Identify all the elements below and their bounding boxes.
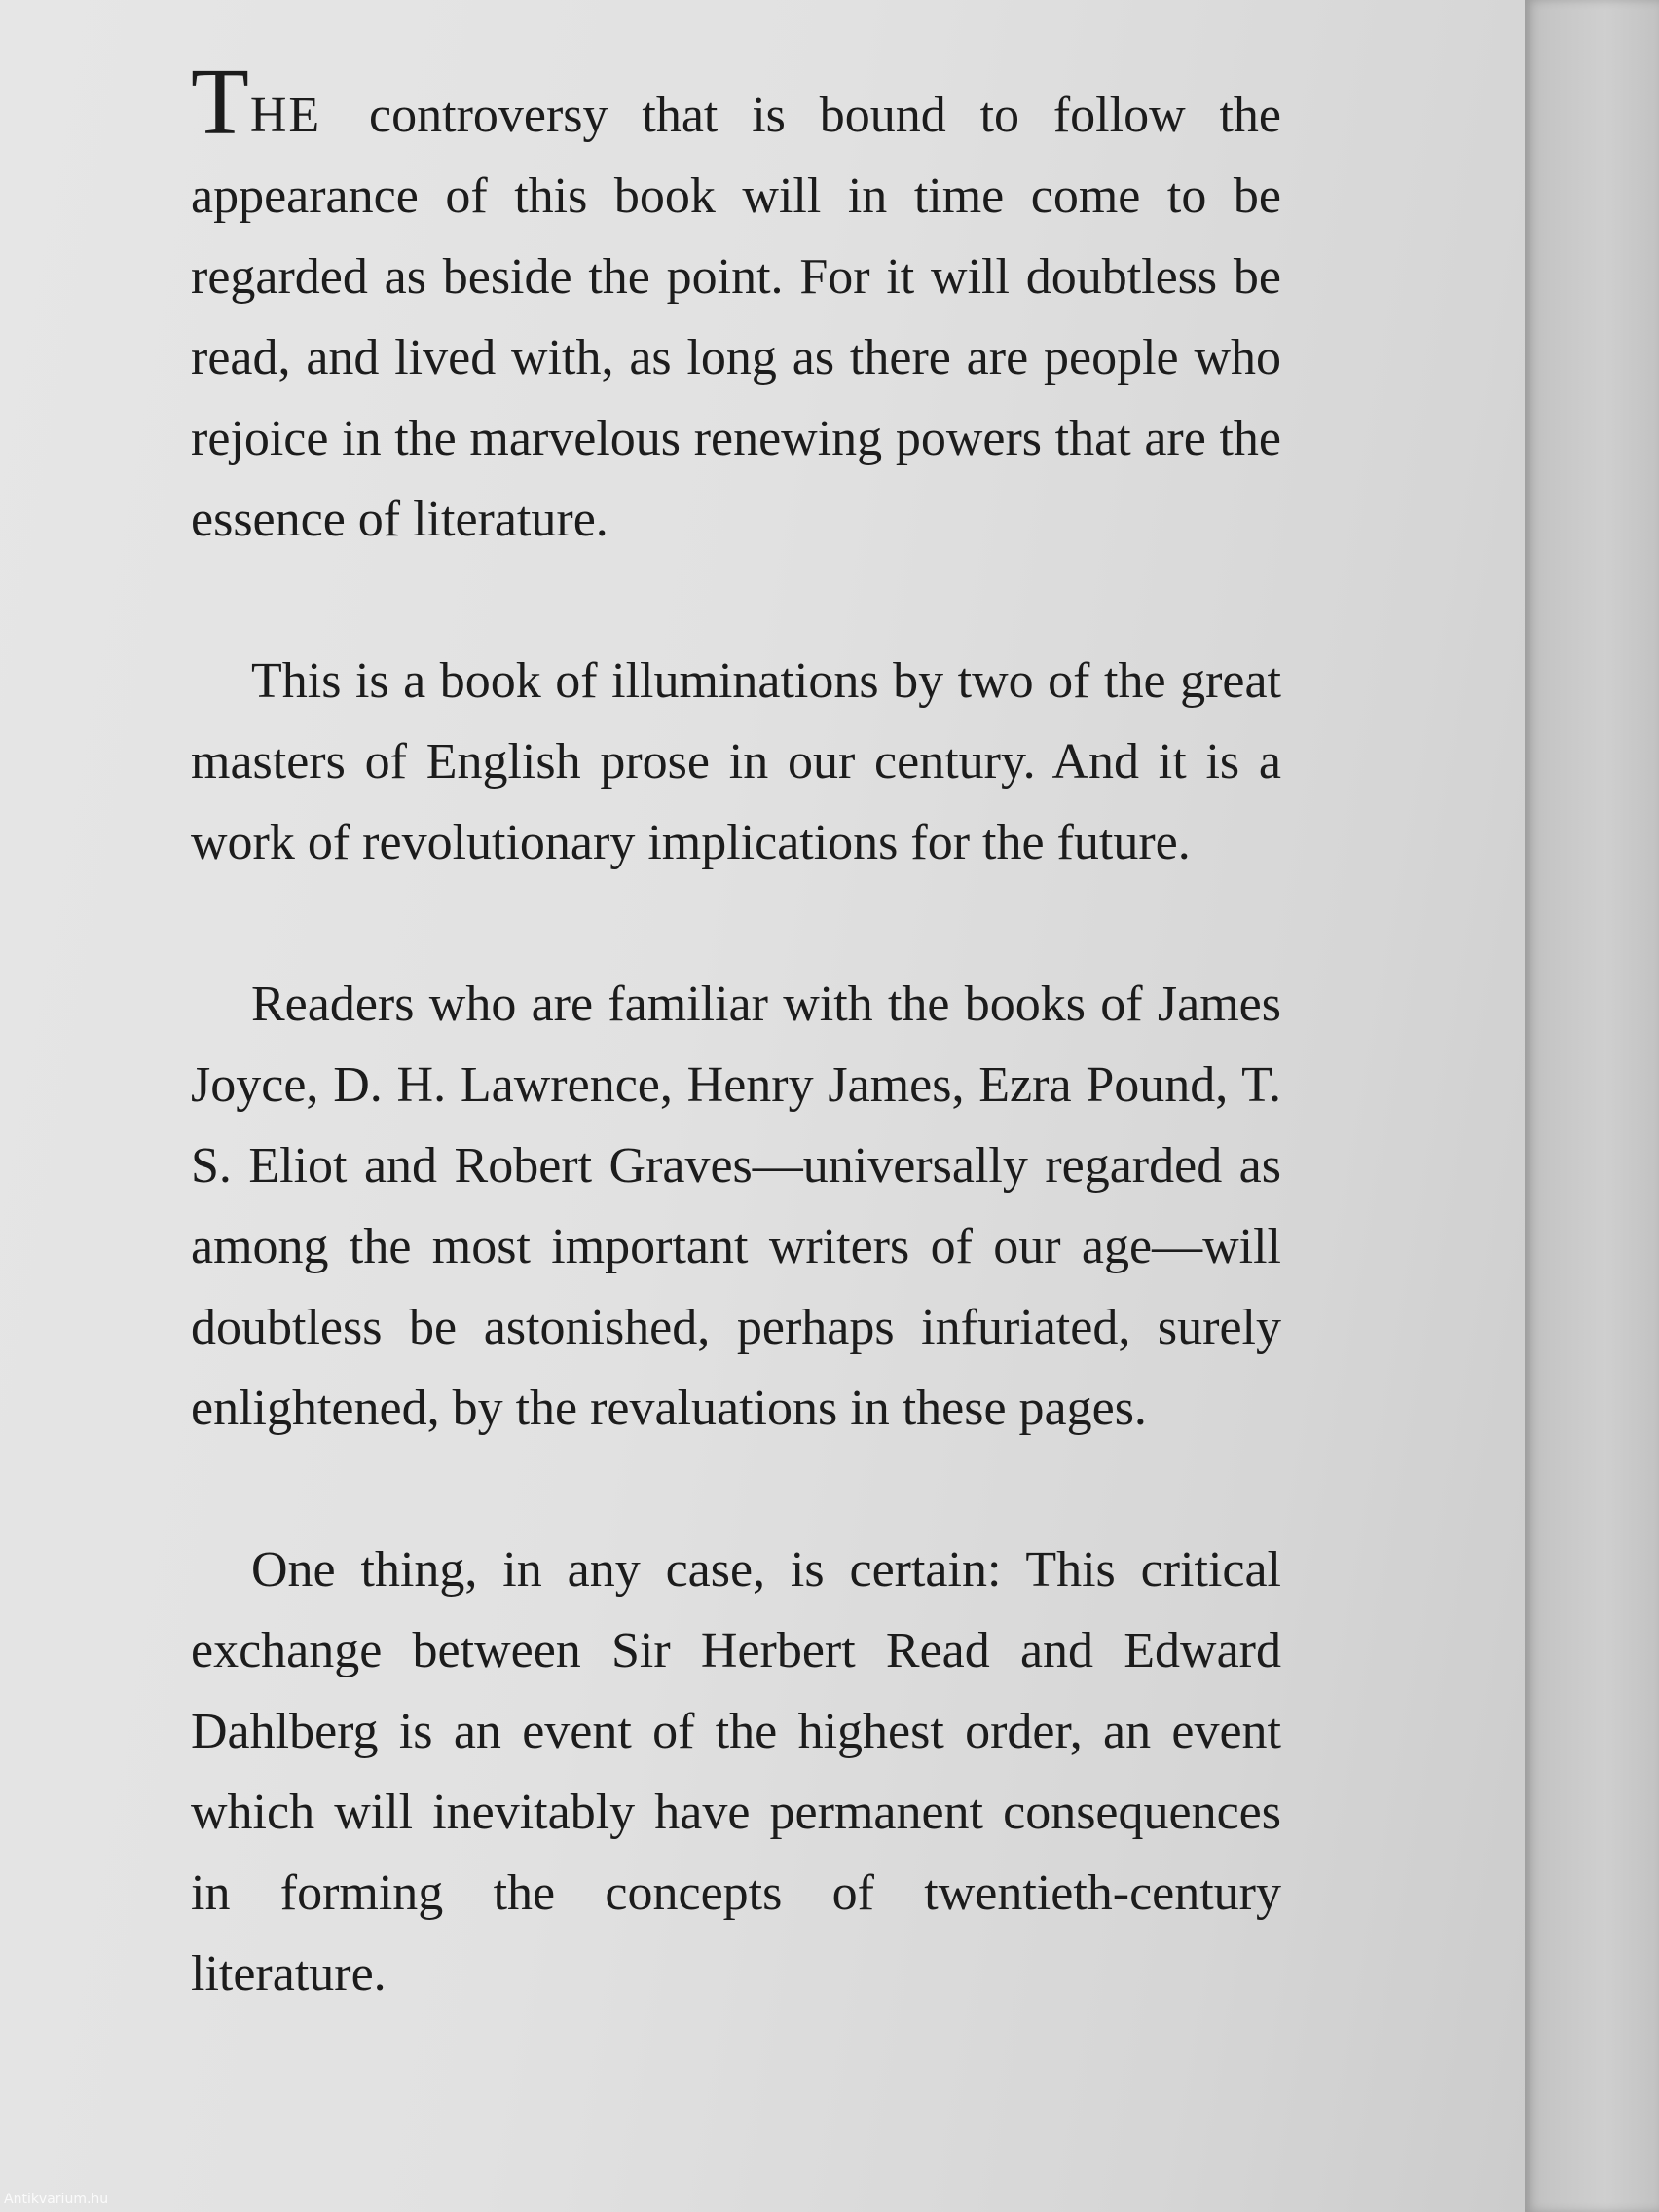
jacket-copy-text [191,50,1281,2014]
drop-cap: T [191,50,250,155]
paragraph-1-text: controversy that is bound to follow the appearance of this book will in time come to be regarded as beside the point. For it will doubtless be read, and lived with, as long as there are people who rejoice in the marvelous renewing powers that are the essence of literature. [191,88,1281,547]
paragraph-4: One thing, in any case, is certain: This critical exchange between Sir Herbert Read and Edward Dahlberg is an event of the highest order, an event which will inevitably have permanent consequences in forming the concepts of twentieth-century literature. [191,1542,1281,2002]
page-edge-shadow [1525,0,1659,2212]
watermark: Antikvarium.hu [4,2192,109,2207]
paragraph-3: Readers who are familiar with the books of James Joyce, D. H. Lawrence, Henry James, Ezra Pound, T. S. Eliot and Robert Graves—universally regarded as among the most important writers of our age—will doubtless be astonished, perhaps infuriated, surely enlightened, by the revaluations in these pages. [191,977,1281,1436]
paragraph-1 [191,50,1281,560]
small-caps-opening: HE [249,88,322,143]
paragraph-2: This is a book of illuminations by two of the great masters of English prose in our century. And it is a work of revolutionary implications for the future. [191,653,1281,870]
